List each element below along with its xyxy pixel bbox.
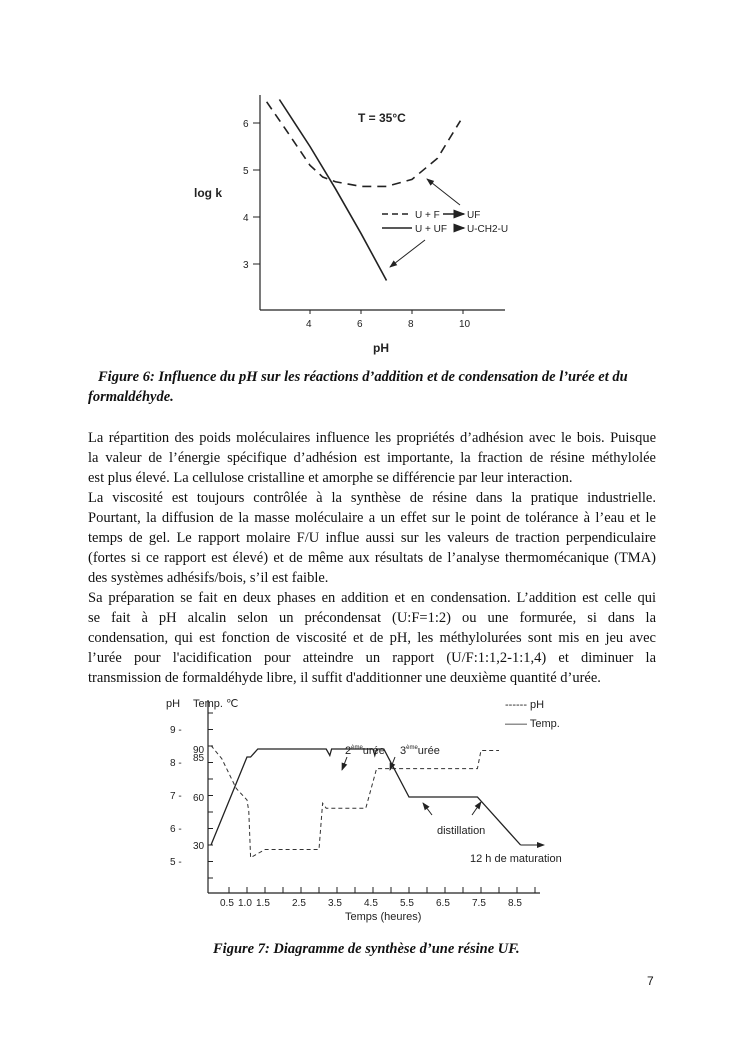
annotation-distillation: distillation	[437, 825, 486, 837]
x-axis-label: Temps (heures)	[345, 911, 422, 923]
body-line: Sa préparation se fait en deux phases en addition et en condensation. L’addition est celle qui	[88, 590, 656, 606]
x-tick-label: 1.5	[256, 898, 270, 909]
temp-tick-label: 85	[193, 753, 205, 764]
legend-temp: —— Temp.	[505, 718, 560, 730]
series-line-solid	[279, 100, 386, 281]
ph-tick-label: 6 -	[170, 824, 182, 835]
x-tick-label: 6.5	[436, 898, 450, 909]
y-axis-label: log k	[194, 186, 223, 200]
y-tick-label: 5	[243, 166, 249, 177]
y-tick-label: 4	[243, 213, 249, 224]
x-tick-label: 10	[459, 319, 471, 330]
body-line: condensation, qui est fonction de viscosité et de pH, les méthylolurées sont mis en jeu avec	[88, 630, 656, 646]
annotation-3eme-uree	[400, 745, 440, 757]
body-line: l’urée pour l'acidification pour atteindre un rapport (U/F:1:1,2-1:1,4) et diminuer la	[88, 650, 656, 666]
body-line: (fortes si ce rapport est élevé) et de même aux résultats de l’analyse thermomécanique (TMA)	[88, 550, 656, 566]
x-tick-label: 6	[357, 319, 363, 330]
x-tick-label: 5.5	[400, 898, 414, 909]
annotation-arrow	[472, 802, 481, 815]
figure-7-caption: Figure 7: Diagramme de synthèse d’une résine UF.	[213, 941, 520, 957]
legend-ph: ------ pH	[505, 699, 545, 711]
body-line: est plus élevé. La cellulose cristalline et amorphe se différencie par leur interaction.	[88, 470, 573, 486]
body-line: Pourtant, la diffusion de la masse moléculaire a un effet sur le point de tolérance à l’eau et le	[88, 510, 656, 526]
legend	[382, 210, 508, 235]
y-tick-label: 6	[243, 119, 249, 130]
y-axis-label-temp: Temp. ℃	[193, 698, 239, 710]
annotation-arrow	[423, 803, 432, 815]
body-line: temps de gel. Le rapport molaire F/U influe aussi sur les valeurs de traction perpendiculaire	[88, 530, 656, 546]
y-tick-label: 3	[243, 260, 249, 271]
x-tick-label: 1.0	[238, 898, 252, 909]
body-line: se fait à pH alcalin selon un précondensat (U:F=1:2) ou une formurée, si dans la	[88, 610, 656, 626]
x-tick-label: 4.5	[364, 898, 378, 909]
figure-6-caption-cont: formaldéhyde.	[88, 389, 174, 405]
svg-text:2èmeurée: 2èmeurée	[345, 745, 385, 757]
x-tick-label: 4	[306, 319, 312, 330]
page-number: 7	[647, 974, 654, 988]
figure-7-chart	[166, 698, 562, 923]
ph-tick-label: 9 -	[170, 725, 182, 736]
temp-tick-label: 30	[193, 841, 205, 852]
body-text	[88, 428, 656, 688]
x-tick-label: 8.5	[508, 898, 522, 909]
body-line: La répartition des poids moléculaires influence les propriétés d’adhésion avec le bois. Puisque	[88, 430, 656, 446]
figure-6-chart	[194, 95, 508, 355]
legend-label: UF	[467, 210, 481, 221]
body-line: La viscosité est toujours contrôlée à la synthèse de résine dans la pratique industrielle.	[88, 490, 656, 506]
figure-6-caption: Figure 6: Influence du pH sur les réactions d’addition et de condensation de l’urée et du	[98, 369, 628, 385]
chart-title: T = 35°C	[358, 111, 406, 125]
legend-label: U + F	[415, 210, 440, 221]
x-tick-label: 0.5	[220, 898, 234, 909]
x-tick-label: 3.5	[328, 898, 342, 909]
temp-tick-label: 90	[193, 745, 205, 756]
body-line: des systèmes adhésifs/bois, s’il est faible.	[88, 570, 329, 586]
legend-label: U + UF	[415, 224, 447, 235]
body-line: transmission de formaldéhyde libre, il suffit d'additionner une deuxième quantité d’urée.	[88, 670, 601, 686]
annotation-arrow	[427, 179, 460, 205]
svg-text:3èmeurée: 3èmeurée	[400, 745, 440, 757]
y-axis-label-ph: pH	[166, 698, 181, 710]
temp-tick-label: 60	[193, 793, 205, 804]
x-tick-label: 2.5	[292, 898, 306, 909]
body-line: la valeur de l’énergie spécifique d’adhésion est importante, la fraction de résine méthylolée	[88, 450, 656, 466]
annotation-arrow	[342, 757, 347, 770]
x-axis-label: pH	[373, 341, 389, 355]
annotation-2eme-uree	[345, 745, 385, 757]
series-line-ph	[211, 746, 499, 858]
x-tick-label: 7.5	[472, 898, 486, 909]
ph-tick-label: 7 -	[170, 791, 182, 802]
annotation-maturation: 12 h de maturation	[470, 853, 562, 865]
annotation-arrow	[390, 240, 425, 267]
legend-label: U-CH2-U	[467, 224, 509, 235]
ph-tick-label: 8 -	[170, 758, 182, 769]
x-tick-label: 8	[408, 319, 414, 330]
ph-tick-label: 5 -	[170, 857, 182, 868]
